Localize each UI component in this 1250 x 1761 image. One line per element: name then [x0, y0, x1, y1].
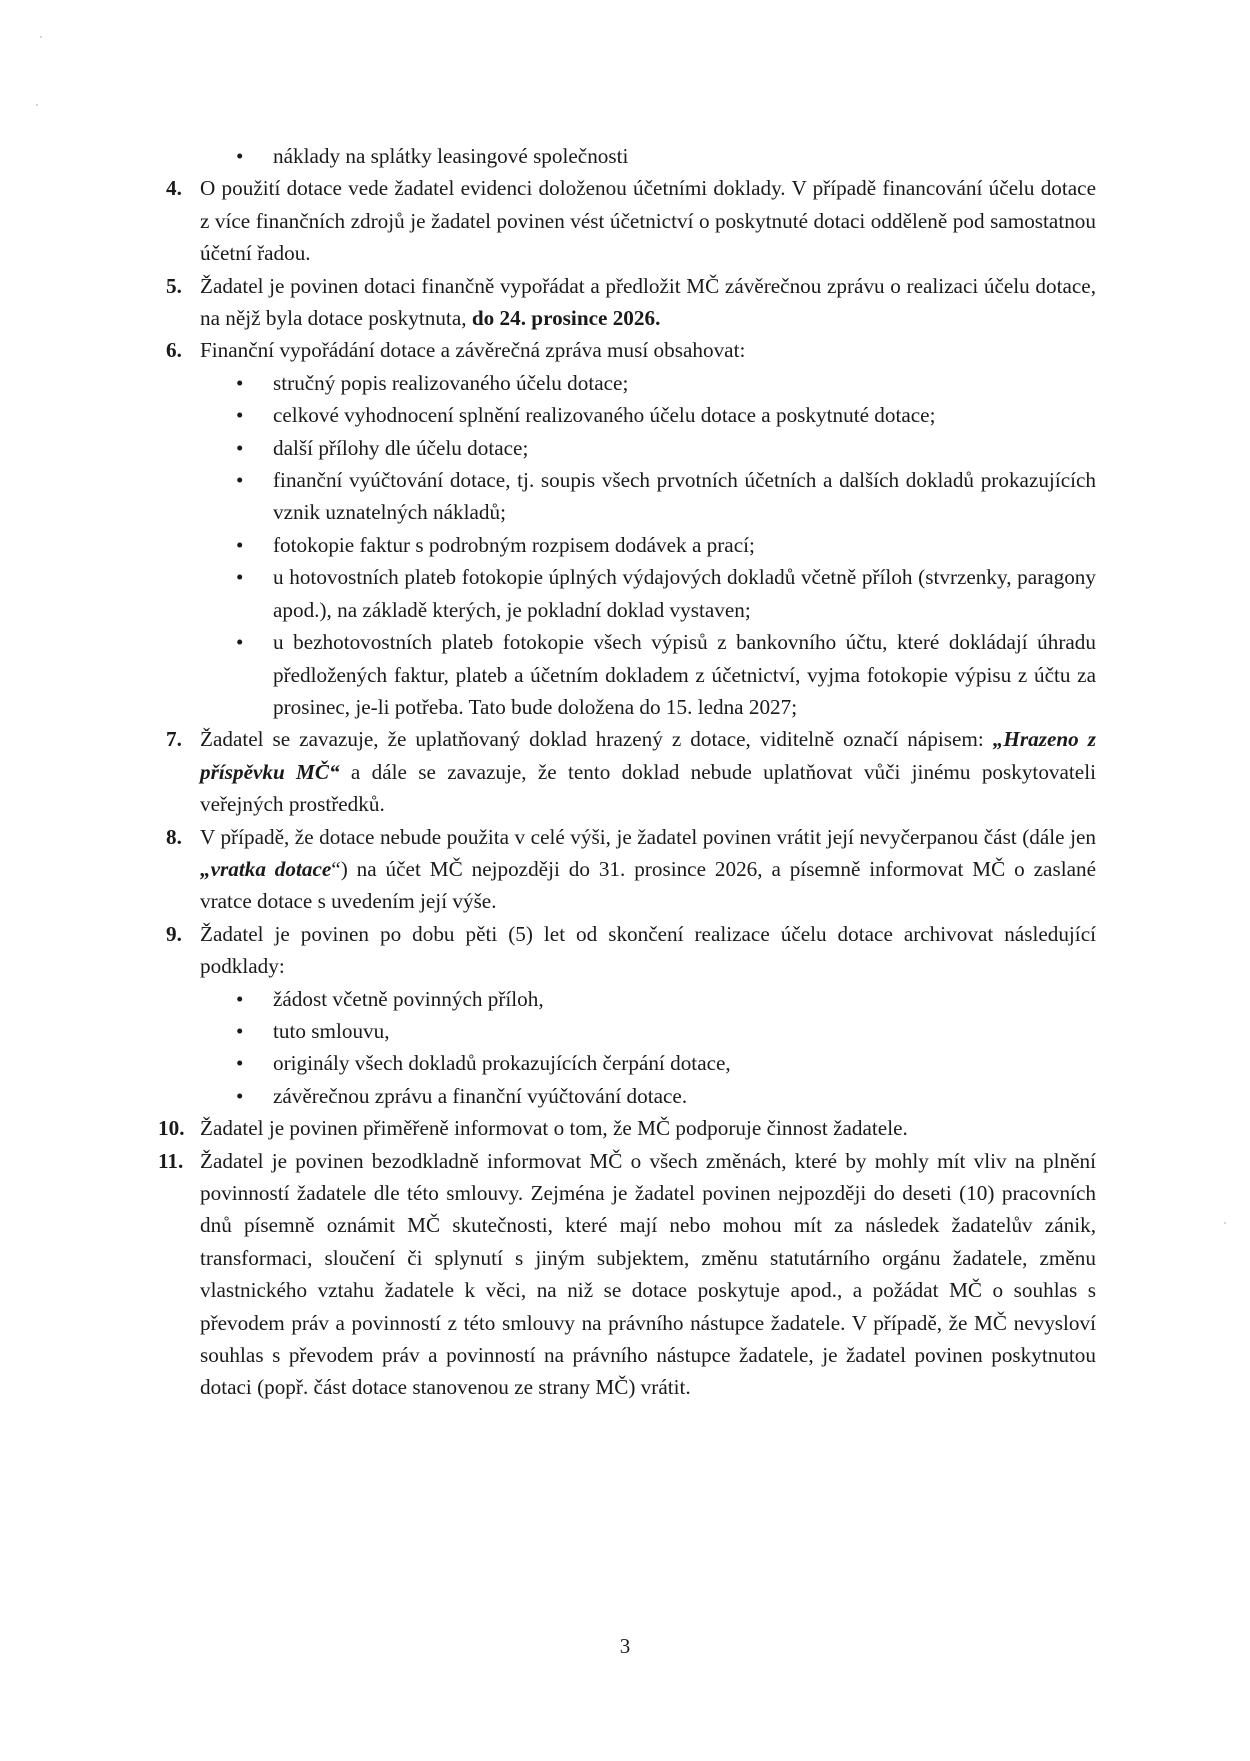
- list-item: [200, 464, 1096, 529]
- clause-number: 4.: [166, 176, 182, 201]
- list-item: [200, 561, 1096, 626]
- bullet-text: žádost včetně povinných příloh,: [273, 986, 544, 1011]
- clause-text-part: Žadatel se zavazuje, že uplatňovaný doklad hrazený z dotace, viditelně označí nápisem:: [200, 727, 993, 752]
- bullet-icon: •: [236, 1018, 244, 1043]
- clause-number: 10.: [158, 1116, 185, 1141]
- clause-text: [200, 270, 1096, 335]
- clause-5: [166, 270, 1096, 335]
- bullet-text: u bezhotovostních plateb fotokopie všech výpisů z bankovního účtu, které dokládají úhradu předložených faktur, plateb a účetním dokladem z účetnictví, vyjma fotokopie výpisu z účtu za prosinec, je-li potřeba. Tato bude doložena do 15. ledna 2027;: [273, 630, 1096, 719]
- clause-number: 6.: [166, 338, 182, 363]
- scan-speck: [40, 36, 42, 38]
- bullet-icon: •: [236, 1083, 244, 1108]
- clause-9: [166, 918, 1096, 1112]
- clause-text: Žadatel je povinen po dobu pěti (5) let od skončení realizace účelu dotace archivovat následující podklady:: [200, 921, 1096, 979]
- list-item: [166, 140, 1096, 172]
- bullet-icon: •: [236, 1051, 244, 1076]
- list-item: [200, 367, 1096, 399]
- clause-11: [158, 1145, 1096, 1404]
- clause-text-part: Žadatel je povinen dotaci finančně vypořádat a předložit MČ závěrečnou zprávu o realizaci účelu dotace, na nějž byla dotace poskytnuta,: [200, 273, 1096, 331]
- bullet-icon: •: [236, 144, 244, 168]
- list-item: [200, 1047, 1096, 1079]
- deadline-date: do 24. prosince 2026.: [471, 306, 661, 331]
- scan-speck: [1224, 1222, 1226, 1224]
- bullet-text: finanční vyúčtování dotace, tj. soupis všech prvotních účetních a dalších dokladů prokazujících vznik uznatelných nákladů;: [273, 468, 1096, 525]
- bullet-text: u hotovostních plateb fotokopie úplných výdajových dokladů včetně příloh (stvrzenky, paragony apod.), na základě kterých, je pokladní doklad vystaven;: [273, 565, 1096, 622]
- clause-number: 8.: [166, 824, 182, 849]
- list-item: [200, 1015, 1096, 1047]
- clause-text: O použití dotace vede žadatel evidenci doloženou účetními doklady. V případě financování účelu dotace z více finančních zdrojů je žadatel povinen vést účetnictví o poskytnuté dotaci odděleně pod samostatnou účetní řadou.: [200, 176, 1096, 266]
- page-number: 3: [619, 1634, 631, 1658]
- bullet-icon: •: [236, 565, 244, 590]
- bullet-text: stručný popis realizovaného účelu dotace;: [273, 370, 629, 395]
- list-item: [200, 529, 1096, 561]
- clause-8: [166, 821, 1096, 918]
- continued-bullet-list: [166, 140, 1096, 172]
- clause-text: Finanční vypořádání dotace a závěrečná zpráva musí obsahovat:: [200, 338, 746, 363]
- bullet-icon: •: [236, 403, 244, 428]
- numbered-clauses: [158, 172, 1096, 1403]
- bullet-text: celkové vyhodnocení splnění realizovaného účelu dotace a poskytnuté dotace;: [273, 403, 936, 428]
- defined-term: „vratka dotace: [200, 856, 332, 881]
- clause-text: [200, 821, 1096, 918]
- archive-documents-list: [200, 983, 1096, 1113]
- scan-speck: [36, 104, 38, 106]
- bullet-icon: •: [236, 986, 244, 1011]
- bullet-icon: •: [236, 630, 244, 655]
- label-phrase: „Hrazeno z příspěvku MČ“: [200, 727, 1096, 784]
- clause-text-part: V případě, že dotace nebude použita v celé výši, je žadatel povinen vrátit její nevyčerpanou část (dále jen: [200, 824, 1096, 849]
- bullet-text: fotokopie faktur s podrobným rozpisem dodávek a prací;: [273, 532, 755, 557]
- bullet-text: závěrečnou zprávu a finanční vyúčtování dotace.: [273, 1083, 688, 1108]
- bullet-icon: •: [236, 370, 244, 395]
- bullet-text: náklady na splátky leasingové společnosti: [273, 144, 629, 168]
- clause-text: [200, 723, 1096, 820]
- clause-text-part: “) na účet MČ nejpozději do 31. prosince 2026, a písemně informovat MČ o zaslané vratce dotace s uvedením její výše.: [200, 856, 1096, 914]
- clause-number: 11.: [158, 1148, 184, 1173]
- required-contents-list: [200, 367, 1096, 723]
- bullet-text: originály všech dokladů prokazujících čerpání dotace,: [273, 1051, 731, 1076]
- clause-6: [166, 334, 1096, 723]
- clause-4: [166, 172, 1096, 269]
- clause-number: 9.: [166, 921, 182, 946]
- clause-10: [158, 1112, 1096, 1144]
- bullet-icon: •: [236, 532, 244, 557]
- clause-number: 7.: [166, 727, 182, 752]
- bullet-icon: •: [236, 468, 244, 493]
- list-item: [200, 983, 1096, 1015]
- list-item: [200, 626, 1096, 723]
- bullet-text: tuto smlouvu,: [273, 1018, 390, 1043]
- list-item: [200, 1080, 1096, 1112]
- list-item: [200, 432, 1096, 464]
- clause-text: Žadatel je povinen přiměřeně informovat o tom, že MČ podporuje činnost žadatele.: [200, 1116, 908, 1141]
- bullet-icon: •: [236, 435, 244, 460]
- clause-number: 5.: [166, 273, 182, 298]
- clause-text-part: a dále se zavazuje, že tento doklad nebude uplatňovat vůči jinému poskytovateli veřejných prostředků.: [200, 759, 1096, 817]
- list-item: [200, 399, 1096, 431]
- bullet-text: další přílohy dle účelu dotace;: [273, 435, 529, 460]
- clause-text: Žadatel je povinen bezodkladně informovat MČ o všech změnách, které by mohly mít vliv na plnění povinností žadatele dle této smlouvy. Zejména je žadatel povinen nejpozději do deseti (10) pracovních dnů písemně oznámit MČ skutečnosti, které mají nebo mohou mít za následek žadatelův zánik, transformaci, sloučení či splynutí s jiným subjektem, změnu statutárního orgánu žadatele, změnu vlastnického vztahu žadatele k věci, na niž se dotace poskytuje apod., a požádat MČ o souhlas s převodem práv a povinností z této smlouvy na právního nástupce žadatele. V případě, že MČ nevysloví souhlas s převodem práv a povinností na právního nástupce žadatele, je žadatel povinen poskytnutou dotaci (popř. část dotace stanovenou ze strany MČ) vrátit.: [200, 1148, 1096, 1400]
- clause-7: [166, 723, 1096, 820]
- document-body: [158, 140, 1096, 1404]
